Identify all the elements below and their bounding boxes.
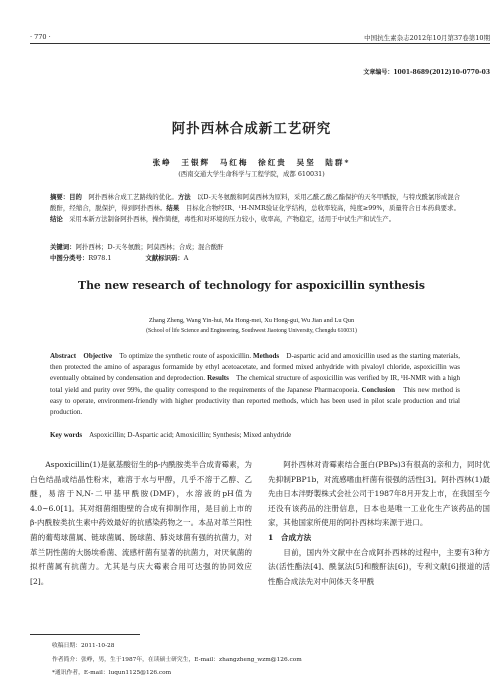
authors-en: Zhang Zheng, Wang Yin-hui, Ma Hong-mei, Xu Hong-gui, Wu Jian and Lu Qun xyxy=(148,317,355,324)
conclusion-en-text: This new method is easy to operate, environment-friendly with higher productivity than reported methods, which has been used in pilot scale production and trial production. xyxy=(50,385,461,417)
methods-cn-label: 方法 xyxy=(177,193,191,201)
clc-value: R978.1 xyxy=(88,254,112,262)
author-info: 作者简介：张峥，男，生于1987年，在读硕士研究生，E-mail：zhangzheng_wzm@126.com xyxy=(52,657,302,663)
doc-code-label: 文献标识码： xyxy=(145,254,184,262)
header-rule xyxy=(30,43,490,44)
received-date: 收稿日期：2011-10-28 xyxy=(52,643,115,649)
methods-en-text: D-aspartic acid and amoxicillin used as the starting materials, then protected the amino of asparagus formamide by ethyl acetoacetate, and formed mixed anhydride with pivaloyl chloride, aspoxicillin was eventually obtained by condensation and deprodection. xyxy=(50,352,461,383)
results-en-label: Results xyxy=(207,374,229,383)
authors-cn: 张峥 王银辉 马红梅 徐红贵 吴坚 陆群* xyxy=(152,158,351,167)
page-number: · 770 · xyxy=(30,33,51,41)
abstract-en xyxy=(50,351,460,418)
conclusion-cn-text: 采用本新方法制备阿扑西林，操作简便，毒性和对环境的压力较小，收率高，产物稳定，适用于中试生产和试生产。 xyxy=(69,215,396,223)
title-cn: 阿扑西林合成新工艺研究 xyxy=(171,121,332,137)
objective-cn-label: 目的 xyxy=(69,193,82,201)
methods-en-label: Methods xyxy=(253,352,280,360)
body-right-column xyxy=(268,458,490,589)
classification-cn xyxy=(50,253,460,264)
conclusion-en-label: Conclusion xyxy=(361,385,396,394)
objective-en-label: Objective xyxy=(83,352,113,360)
affiliation-en: (School of life Science and Engineering, Southwest Jiaotong University, Chengdu 610031) xyxy=(146,328,357,334)
objective-cn-text: 阿扑西林合成工艺路线的优化。 xyxy=(88,193,178,201)
objective-en-text: To optimize the synthetic route of aspoxicillin. xyxy=(119,352,252,360)
affiliation-cn: (西南交通大学生命科学与工程学院，成都 610031) xyxy=(178,170,325,178)
abstract-cn-label: 摘要： xyxy=(50,193,70,201)
journal-header: 中国抗生素杂志2012年10月第37卷第10期 xyxy=(364,34,490,42)
corresponding-author: *通讯作者，E-mail：luqun1125@126.com xyxy=(52,670,172,676)
keywords-en xyxy=(50,430,460,441)
body-left-column xyxy=(30,458,252,589)
keywords-en-text: Aspoxicillin; D-Aspartic acid; Amoxicillin; Synthesis; Mixed anhydride xyxy=(89,431,292,439)
keywords-cn-text: 阿扑西林；D-天冬氨酸；阿莫西林；合成；混合酸酐 xyxy=(75,243,224,251)
methods-cn-text: 以D-天冬氨酸和阿莫西林为原料，采用乙酰乙酸乙酯保护的天冬甲酰胺，与特戊酰氯形成混合酸酐，经缩合，脱保护，得到阿扑西林。 xyxy=(50,193,461,212)
footnote-rule xyxy=(30,634,140,635)
article-id: 文章编号：1001-8689(2012)10-0770-03 xyxy=(363,69,490,76)
abstract-en-label: Abstract xyxy=(50,352,77,360)
keywords-en-label: Key words xyxy=(50,431,83,439)
doc-code-value: A xyxy=(183,254,189,262)
body-right-paragraph-2: 目前，国内外文献中在合成阿扑西林的过程中，主要有3种方法(活性酯法[4]、酰氯法[5]和酸酐法[6])，专利文献[6]报道的活性酯合成法先对中间体天冬甲酰 xyxy=(268,547,490,586)
results-cn-label: 结果 xyxy=(166,204,180,212)
conclusion-cn-label: 结论 xyxy=(50,215,63,223)
title-en: The new research of technology for aspoxicillin synthesis xyxy=(78,279,425,292)
body-left-paragraph: Aspoxicillin(1)是氨基酸衍生的β-内酰胺类半合成青霉素，为白色结晶或结晶性粉末，难溶于水与甲醇，几乎不溶于乙醇、乙醚，易溶于N,N-二甲基甲酰胺(DMF)，水溶液的pH值为4.0~6.0[1]。其对细菌细胞壁的合成有抑制作用，是目前上市的β-内酰胺类抗生素中药效最好的抗感染药物之一。本品对革兰阳性菌的葡萄球菌属、链球菌属、肠球菌、肺炎球菌有强的抗菌力，对革兰阴性菌的大肠埃希菌、流感杆菌有显著的抗菌力，对厌氧菌的拟杆菌属有抗菌力。尤其是与庆大霉素合用可达强的协同效应[2]。 xyxy=(30,460,252,586)
results-en-text: The chemical structure of aspoxicillin was verified by IR, ¹H-NMR with a high total yield and purity over 99%, the quality correspond to the requirements of the Japanese Pharmacopoeia. xyxy=(50,374,461,394)
clc-label: 中图分类号： xyxy=(50,254,89,262)
section-heading-1: 1 合成方法 xyxy=(268,532,312,542)
abstract-cn xyxy=(50,192,460,225)
keywords-cn-label: 关键词： xyxy=(50,243,76,251)
results-cn-text: 目标化合物经IR、¹H-NMR验证化学结构，总收率较高，纯度≥99%，质量符合日本药典要求。 xyxy=(185,204,461,212)
body-right-paragraph-1: 阿扑西林对青霉素结合蛋白(PBPs)3有很高的亲和力，同时优先抑制PBP1b，对流感嗜血杆菌有很强的活性[3]。阿扑西林(1)最先由日本泮野製株式会社公司于1987年8月开发上市，在我国至今还没有该药品的注册信息，日本也是唯一工业化生产该药品的国家，其他国家所使用的阿扑西林均来源于进口。 xyxy=(268,460,490,528)
keywords-cn xyxy=(50,242,460,253)
